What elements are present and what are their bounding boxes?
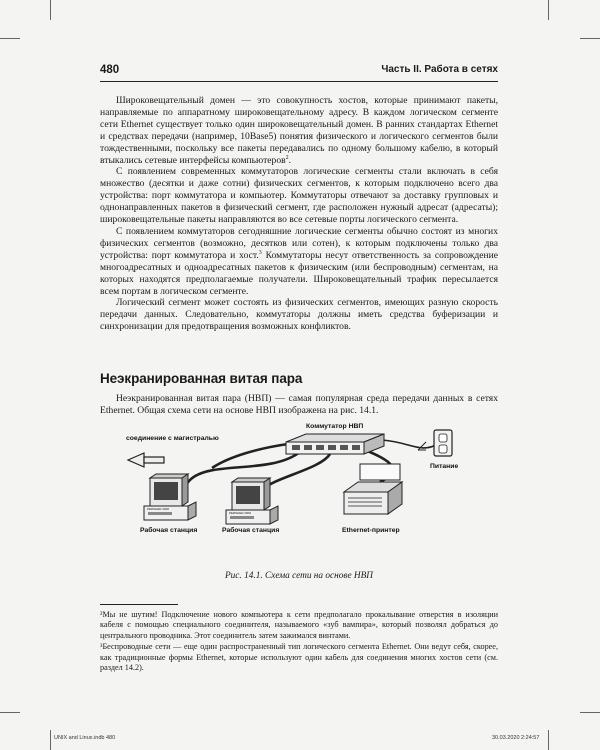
label-workstation-1: Рабочая станция [140,527,198,534]
monitor-brand: PERSHER 2000 [229,511,252,515]
footnote: ²Мы не шутим! Подключение нового компьютера к сети предполагало прокалывание отверстия в изоляции кабеля с помощью специального соединителя, называемого «зуб вампира», который позволял добраться до центрального проводника. Этот соединитель затем зажимался винтами. [100,610,498,640]
power-outlet-icon [418,430,452,456]
uplink-arrow-icon [128,453,164,467]
crop-mark [50,0,51,20]
crop-mark [0,712,20,713]
header-rule [100,81,498,82]
monitor-brand: PERSHER 2000 [147,507,170,511]
crop-mark [580,38,600,39]
crop-mark [580,712,600,713]
footnote-rule [100,604,178,605]
footnote: ³Беспроводные сети — еще один распространенный тип логического сегмента Ethernet. Они ведут себя, скорее, как традиционные формы Ethernet, которые используют один кабель для соединения многих хостов сети (см. раздел 14.2). [100,642,498,673]
paragraph: Широковещательный домен — это совокупность хостов, которые принимают пакеты, направляемые по аппаратному широковещательному адресу. В каждом логическом сегменте сети Ethernet существует только один широковещательный домен. В ранних стандартах Ethernet и средствах передачи (например, 10Base5) понятия физического и логического сегментов были тождественными, поскольку все пакеты передавались по одному большому кабелю, в который втыкались сетевые интерфейсы компьютеров$^2$. [100,95,498,166]
footnotes [100,610,498,674]
footnote-ref: 2 [285,154,289,161]
uplink-cable [212,444,288,468]
workstation-1-icon [144,474,196,520]
page-header [100,64,498,78]
section-title: Неэкранированная витая пара [100,371,303,386]
paragraph: С появлением современных коммутаторов логические сегменты стали включать в себя множество (десятки и даже сотни) физических сегментов, к которым подключено всего два устройства: порт коммутатора и компьютер. Коммутаторы отвечают за доставку групповых и однонаправленных пакетов в физический сегмент, где расположен нужный адресат (адресаты); широковещательные пакеты направляются во все сетевые порты логического сегмента. [100,166,498,226]
printer-icon [344,464,402,514]
paragraph: Логический сегмент может состоять из физических сегментов, имеющих разную скорость передачи данных. Следовательно, коммутаторы должны иметь средства буферизации и синхронизации для предотвращения возможных конфликтов. [100,297,498,333]
crop-mark [50,730,51,750]
power-cable [382,440,438,448]
crop-mark [548,730,549,750]
workstation-2-icon [226,478,278,524]
section-intro: Неэкранированная витая пара (НВП) — самая популярная среда передачи данных в сетях Ethernet. Общая схема сети на основе НВП изображена на рис. 14.1. [100,393,498,416]
label-printer: Ethernet-принтер [342,527,400,534]
print-slug-left: UNIX and Linux.indb 480 [54,735,116,741]
switch-icon [286,434,384,454]
label-switch: Коммутатор НВП [306,423,364,430]
body-text [100,95,498,333]
crop-mark [0,38,20,39]
label-power: Питание [430,463,459,470]
footnote-ref: 3 [258,249,262,256]
print-slug-right: 30.03.2020 2:24:57 [492,735,540,741]
label-uplink: соединение с магистралью [126,435,219,442]
figure-caption: Рис. 14.1. Схема сети на основе НВП [224,571,374,581]
network-diagram [120,420,480,550]
page-number: 480 [100,64,120,76]
label-workstation-2: Рабочая станция [222,527,280,534]
paragraph: С появлением коммутаторов сегодняшние логические сегменты обычно состоят из многих физических сегментов (возможно, десятков или сотен), к которым подключены только два устройства: порт коммутатора и хост.$^3$ Коммутаторы несут ответственность за сопровождение многоадресатных и одноадресатных пакетов к физическим (или беспроводным) сегментам, на которых находятся предполагаемые получатели. Широковещательный трафик пересылается всем портам в логическом сегменте. [100,225,499,297]
crop-mark [548,0,549,20]
running-head: Часть II. Работа в сетях [381,64,498,75]
